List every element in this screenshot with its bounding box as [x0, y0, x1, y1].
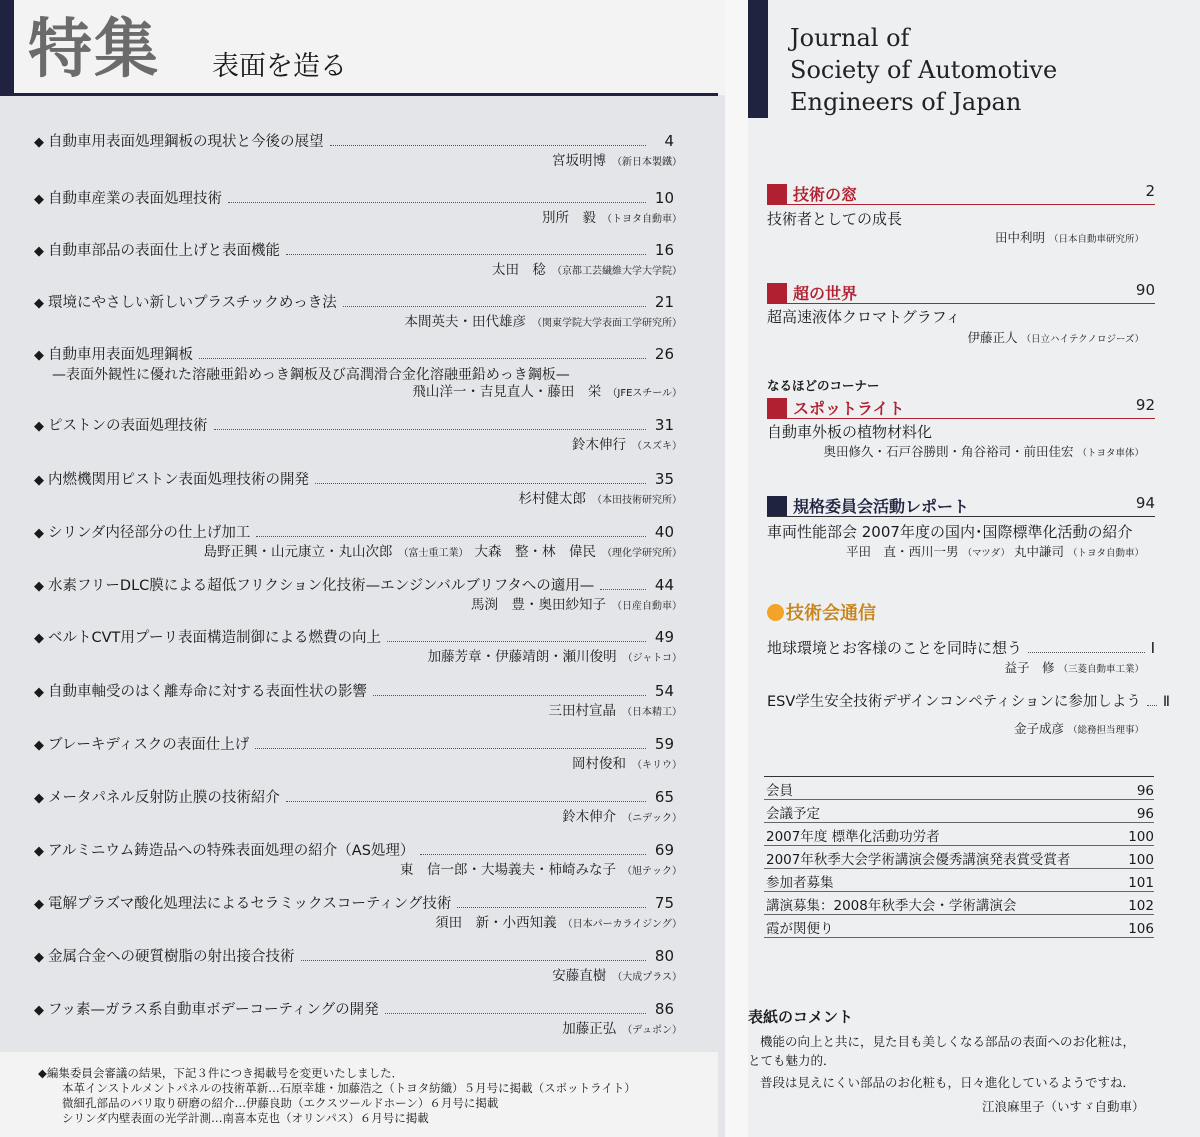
misc-list	[764, 776, 1154, 938]
author-name: 加藤正弘	[562, 1021, 617, 1037]
toc-author	[405, 310, 683, 330]
toc-item	[34, 680, 682, 719]
toc-title: 自動車軸受のはく離寿命に対する表面性状の影響	[48, 684, 367, 700]
author-affiliation: （三菱自動車工業）	[1058, 664, 1144, 675]
toc-title: 水素フリーDLC膜による超低フリクション化技術—エンジンバルブリフタへの適用—	[48, 578, 595, 594]
toc-page: 40	[654, 523, 674, 541]
right-page	[748, 0, 1200, 1137]
toc-item	[34, 187, 682, 226]
toc-author	[400, 858, 682, 878]
article-title: 技術者としての成長	[767, 210, 903, 228]
author-name: 安藤直樹	[552, 968, 607, 984]
article-author	[1014, 719, 1144, 737]
toc-item	[34, 839, 682, 878]
article-title: 超高速液体クロマトグラフィ	[767, 308, 961, 326]
leader-dots	[343, 306, 646, 307]
cover-comment-line: 機能の向上と共に，見た目も美しくなる部品の表面へのお化粧は，	[760, 1034, 1136, 1049]
note-line: 本革インストルメントパネルの技術革新…石原幸雄・加藤浩之（トヨタ紡織）５月号に掲載（スポットライト）	[62, 1081, 636, 1095]
misc-page: 100	[1128, 829, 1154, 845]
leader-dots	[385, 1013, 646, 1014]
tsushin-page: Ⅰ	[1150, 639, 1155, 657]
author-affiliation: （キリウ）	[632, 760, 682, 771]
feature-theme: 表面を造る	[212, 51, 347, 82]
misc-row	[764, 892, 1154, 915]
author-name: 大森 整・林 偉民	[474, 544, 596, 560]
journal-title-line: Engineers of Japan	[790, 88, 1022, 116]
section-standards-report	[767, 494, 1155, 517]
leader-dots	[301, 960, 647, 961]
author-affiliation: （日本精工）	[622, 707, 682, 718]
diamond-bullet-icon: ◆	[34, 897, 44, 912]
misc-page: 102	[1128, 898, 1154, 914]
toc-title-line	[34, 130, 674, 151]
section-square-icon	[767, 496, 787, 516]
author-name: 伊藤正人	[967, 330, 1018, 345]
author-name: 須田 新・小西知義	[435, 915, 557, 931]
toc-page: 65	[654, 788, 674, 806]
author-affiliation: （日立ハイテクノロジーズ）	[1021, 334, 1144, 345]
author-affiliation: （関東学院大学表面工学研究所）	[532, 318, 682, 329]
tsushin-title: 地球環境とお客様のことを同時に想う	[767, 639, 1023, 657]
section-square-icon	[767, 398, 787, 418]
leader-dots	[600, 589, 646, 590]
toc-author	[552, 964, 682, 984]
section-cho-no-sekai	[767, 281, 1155, 304]
article-author	[1004, 658, 1144, 676]
toc-page: 75	[654, 894, 674, 912]
author-name: 馬渕 豊・奥田紗知子	[471, 597, 606, 613]
misc-row	[764, 915, 1154, 938]
toc-item	[34, 414, 682, 453]
article-author	[846, 542, 1144, 560]
author-affiliation: （スズキ）	[632, 441, 682, 452]
page-gutter	[725, 0, 748, 1137]
author-affiliation: （理化学研究所）	[602, 548, 682, 559]
toc-author	[542, 206, 682, 226]
toc-author	[552, 149, 682, 169]
toc-title-line	[34, 239, 674, 260]
leader-dots	[373, 695, 646, 696]
misc-label: 会議予定	[766, 806, 820, 822]
toc-page: 35	[654, 470, 674, 488]
misc-label: 霞が関便り	[766, 921, 834, 937]
article-author	[823, 442, 1144, 460]
diamond-bullet-icon: ◆	[34, 1003, 44, 1018]
leader-dots	[286, 254, 646, 255]
author-name: 田中利明	[994, 230, 1045, 245]
diamond-bullet-icon: ◆	[34, 844, 44, 859]
toc-title-line	[34, 626, 674, 647]
toc-title: 電解プラズマ酸化処理法によるセラミックスコーティング技術	[48, 896, 452, 912]
section-label: スポットライト	[793, 399, 905, 418]
tsushin-title: ESV学生安全技術デザインコンペティションに参加しよう	[767, 694, 1141, 710]
note-line: ◆編集委員会審議の結果，下記３件につき掲載号を変更いたしました．	[38, 1066, 404, 1080]
section-gijutsu-no-mado	[767, 182, 1155, 205]
leader-dots	[199, 358, 646, 359]
toc-item	[34, 786, 682, 825]
diamond-bullet-icon: ◆	[34, 348, 44, 363]
author-affiliation: （日本パーカライジング）	[562, 919, 682, 930]
cover-comment-title: 表紙のコメント	[748, 1008, 854, 1026]
diamond-bullet-icon: ◆	[34, 579, 44, 594]
author-name: 鈴木伸行	[572, 437, 626, 453]
tsushin-item	[767, 690, 1170, 711]
author-affiliation: （ジャトコ）	[622, 653, 682, 664]
toc-page: 31	[654, 416, 674, 434]
toc-title-line	[34, 291, 674, 312]
leader-dots	[255, 748, 646, 749]
author-name: 平田 直・西川一男	[846, 544, 959, 559]
diamond-bullet-icon: ◆	[34, 631, 44, 646]
toc-page: 10	[654, 189, 674, 207]
toc-page: 16	[654, 241, 674, 259]
leader-dots	[420, 854, 646, 855]
author-name: 島野正興・山元康立・丸山次郎	[203, 544, 393, 560]
tsushin-item	[767, 637, 1155, 658]
toc-author	[412, 380, 682, 400]
toc-title-line	[34, 998, 674, 1019]
diamond-bullet-icon: ◆	[34, 244, 44, 259]
author-affiliation: （大成プラス）	[612, 972, 682, 983]
author-affiliation: （デュポン）	[622, 1025, 682, 1036]
misc-label: 2007年度 標準化活動功労者	[766, 829, 940, 845]
author-name: 本間英夫・田代雄彦	[404, 314, 526, 330]
toc-item	[34, 998, 682, 1037]
toc-author	[549, 699, 683, 719]
toc-title-line	[34, 839, 674, 860]
author-affiliation: （ニデック）	[622, 813, 682, 824]
toc-title-line	[34, 945, 674, 966]
toc-author	[562, 1017, 682, 1037]
toc-item	[34, 291, 682, 330]
toc-author	[471, 593, 682, 613]
misc-page: 96	[1136, 806, 1154, 822]
diamond-bullet-icon: ◆	[34, 419, 44, 434]
toc-page: 49	[654, 628, 674, 646]
toc-item	[34, 343, 682, 400]
section-page: 90	[1135, 281, 1155, 299]
author-name: 飛山洋一・吉見直人・藤田 栄	[412, 384, 602, 400]
section-page: 94	[1135, 494, 1155, 512]
section-square-icon	[767, 184, 787, 204]
toc-title-line	[34, 680, 674, 701]
section-label: 技術の窓	[793, 185, 858, 204]
author-affiliation: （本田技術研究所）	[592, 495, 682, 506]
author-name: 丸中謙司	[1013, 544, 1064, 559]
tsushin-heading	[767, 599, 876, 625]
leader-dots	[330, 145, 647, 146]
misc-label: 講演募集：2008年秋季大会・学術講演会	[766, 898, 1017, 914]
toc-title: シリンダ内径部分の仕上げ加工	[48, 525, 251, 541]
header-rule	[0, 93, 718, 96]
author-name: 岡村俊和	[572, 756, 626, 772]
toc-title-line	[34, 786, 674, 807]
toc-title: 環境にやさしい新しいプラスチックめっき法	[48, 295, 337, 311]
toc-page: 44	[654, 576, 674, 594]
misc-label: 参加者募集	[766, 875, 834, 891]
author-name: 別所 毅	[542, 210, 596, 226]
cover-comment-line: とても魅力的．	[748, 1053, 836, 1068]
leader-dots	[286, 801, 646, 802]
author-name: 奥田修久・石戸谷勝則・角谷裕司・前田佳宏	[823, 444, 1074, 459]
toc-page: 26	[654, 345, 674, 363]
author-affiliation: （トヨタ自動車）	[1067, 548, 1144, 559]
editorial-note	[0, 1052, 718, 1137]
toc-title-line	[34, 468, 674, 489]
toc-item	[34, 239, 682, 278]
misc-page: 101	[1128, 875, 1154, 891]
note-line: シリンダ内壁表面の光学計測…南喜本克也（オリンパス）６月号に掲載	[62, 1111, 429, 1125]
toc-page: 80	[654, 947, 674, 965]
section-page: 92	[1135, 396, 1155, 414]
author-affiliation: （JFEスチール）	[607, 388, 682, 399]
author-affiliation: （総務担当理事）	[1067, 725, 1144, 736]
toc-author	[572, 752, 682, 772]
author-affiliation: （トヨタ車体）	[1077, 448, 1144, 459]
toc-title: ブレーキディスクの表面仕上げ	[48, 737, 250, 753]
tsushin-label: 技術会通信	[786, 603, 876, 624]
toc-title: 自動車部品の表面仕上げと表面機能	[48, 243, 280, 259]
leader-dots	[256, 536, 646, 537]
tsushin-page: Ⅱ	[1162, 694, 1170, 710]
toc-title-line	[34, 521, 674, 542]
author-name: 加藤芳章・伊藤靖朗・瀬川俊明	[427, 649, 617, 665]
toc-title-line	[34, 574, 674, 595]
toc-author	[204, 540, 683, 560]
toc-item	[34, 574, 682, 613]
toc-title: フッ素—ガラス系自動車ボデーコーティングの開発	[48, 1002, 379, 1018]
journal-title-line: Society of Automotive	[790, 56, 1058, 84]
misc-label: 2007年秋季大会学術講演会優秀講演発表賞受賞者	[766, 852, 1071, 868]
misc-row	[764, 823, 1154, 846]
feature-label: 特集	[28, 12, 160, 87]
toc-item	[34, 733, 682, 772]
toc-title: 自動車用表面処理鋼板の現状と今後の展望	[48, 134, 324, 150]
cover-comment-line: 普段は見えにくい部品のお化粧も，日々進化しているようですね．	[760, 1075, 1136, 1090]
cover-comment-author: 江浪麻里子（いすゞ自動車）	[982, 1099, 1145, 1114]
toc-item	[34, 521, 682, 560]
author-name: 三田村宣晶	[548, 703, 616, 719]
feature-header	[0, 0, 725, 95]
author-affiliation: （トヨタ自動車）	[602, 214, 682, 225]
diamond-bullet-icon: ◆	[34, 526, 44, 541]
toc-page: 21	[654, 293, 674, 311]
section-page: 2	[1145, 182, 1155, 200]
toc-title-line	[34, 343, 674, 364]
section-spotlight	[767, 396, 1155, 419]
leader-dots	[214, 429, 647, 430]
toc-item	[34, 945, 682, 984]
toc-author	[492, 258, 682, 278]
toc-author	[519, 487, 683, 507]
article-author	[968, 328, 1144, 346]
author-name: 宮坂明博	[552, 153, 606, 169]
author-affiliation: （マツダ）	[962, 548, 1010, 559]
toc-page: 59	[654, 735, 674, 753]
section-label: 超の世界	[793, 284, 858, 303]
toc-author	[572, 433, 682, 453]
misc-row	[764, 846, 1154, 869]
diamond-bullet-icon: ◆	[34, 135, 44, 150]
diamond-bullet-icon: ◆	[34, 192, 44, 207]
misc-row	[764, 777, 1154, 800]
toc-page: 54	[654, 682, 674, 700]
author-name: 鈴木伸介	[562, 809, 617, 825]
article-title: 自動車外板の植物材料化	[767, 423, 933, 441]
leader-dots	[457, 907, 646, 908]
leader-dots	[315, 483, 646, 484]
toc-title-line	[34, 892, 674, 913]
note-line: 微細孔部品のバリ取り研磨の紹介…伊藤良助（エクスツールドホーン）６月号に掲載	[62, 1096, 499, 1110]
author-affiliation: （京都工芸繊維大学大学院）	[552, 266, 682, 277]
toc-title: ピストンの表面処理技術	[48, 418, 208, 434]
leader-dots	[1147, 705, 1157, 706]
toc-title: 自動車産業の表面処理技術	[48, 191, 222, 207]
misc-page: 96	[1136, 783, 1154, 799]
author-name: 太田 稔	[492, 262, 546, 278]
toc-author	[435, 911, 682, 931]
diamond-bullet-icon: ◆	[34, 791, 44, 806]
orange-circle-icon	[767, 604, 784, 621]
article-author	[995, 228, 1144, 246]
header-accent-bar	[0, 0, 14, 95]
author-affiliation: （富士重工業）	[398, 548, 469, 559]
journal-title	[790, 22, 1057, 118]
diamond-bullet-icon: ◆	[34, 296, 44, 311]
misc-page: 106	[1128, 921, 1154, 937]
toc-title: ベルトCVT用プーリ表面構造制御による燃費の向上	[48, 630, 381, 646]
diamond-bullet-icon: ◆	[34, 685, 44, 700]
author-name: 金子成彦	[1013, 721, 1064, 736]
journal-accent-bar	[748, 0, 768, 118]
toc-item	[34, 626, 682, 665]
author-affiliation: （日産自動車）	[612, 601, 682, 612]
toc-title-line	[34, 733, 674, 754]
leader-dots	[1028, 652, 1145, 653]
author-name: 杉村健太郎	[518, 491, 586, 507]
toc-author	[562, 805, 682, 825]
corner-kicker: なるほどのコーナー	[767, 378, 880, 393]
journal-title-line: Journal of	[790, 24, 910, 52]
toc-title-line	[34, 187, 674, 208]
section-label: 規格委員会活動レポート	[793, 497, 970, 516]
toc-title-line	[34, 414, 674, 435]
misc-row	[764, 869, 1154, 892]
toc-title: 金属合金への硬質樹脂の射出接合技術	[48, 949, 295, 965]
toc-page: 69	[654, 841, 674, 859]
toc-page: 4	[664, 132, 674, 150]
toc-item	[34, 892, 682, 931]
toc-page: 86	[654, 1000, 674, 1018]
toc-title: アルミニウム鋳造品への特殊表面処理の紹介（AS処理）	[48, 843, 415, 859]
toc-item	[34, 130, 682, 169]
toc-title: メータパネル反射防止膜の技術紹介	[48, 790, 280, 806]
misc-label: 会員	[766, 783, 793, 799]
toc-author	[428, 645, 682, 665]
author-name: 東 信一郎・大場義夫・柿崎みな子	[400, 862, 616, 878]
section-square-icon	[767, 283, 787, 303]
author-name: 益子 修	[1004, 660, 1055, 675]
author-affiliation: （旭テック）	[622, 866, 682, 877]
toc-item	[34, 468, 682, 507]
article-title: 車両性能部会 2007年度の国内･国際標準化活動の紹介	[767, 523, 1133, 541]
leader-dots	[387, 641, 646, 642]
diamond-bullet-icon: ◆	[34, 950, 44, 965]
author-affiliation: （新日本製鐵）	[612, 157, 682, 168]
author-affiliation: （日本自動車研究所）	[1048, 234, 1144, 245]
misc-page: 100	[1128, 852, 1154, 868]
toc-title: 内燃機関用ピストン表面処理技術の開発	[48, 472, 309, 488]
toc-subtitle: —表面外観性に優れた溶融亜鉛めっき鋼板及び高潤滑合金化溶融亜鉛めっき鋼板—	[52, 367, 570, 383]
toc-title: 自動車用表面処理鋼板	[48, 347, 193, 363]
leader-dots	[228, 202, 646, 203]
misc-row	[764, 800, 1154, 823]
diamond-bullet-icon: ◆	[34, 738, 44, 753]
diamond-bullet-icon: ◆	[34, 473, 44, 488]
